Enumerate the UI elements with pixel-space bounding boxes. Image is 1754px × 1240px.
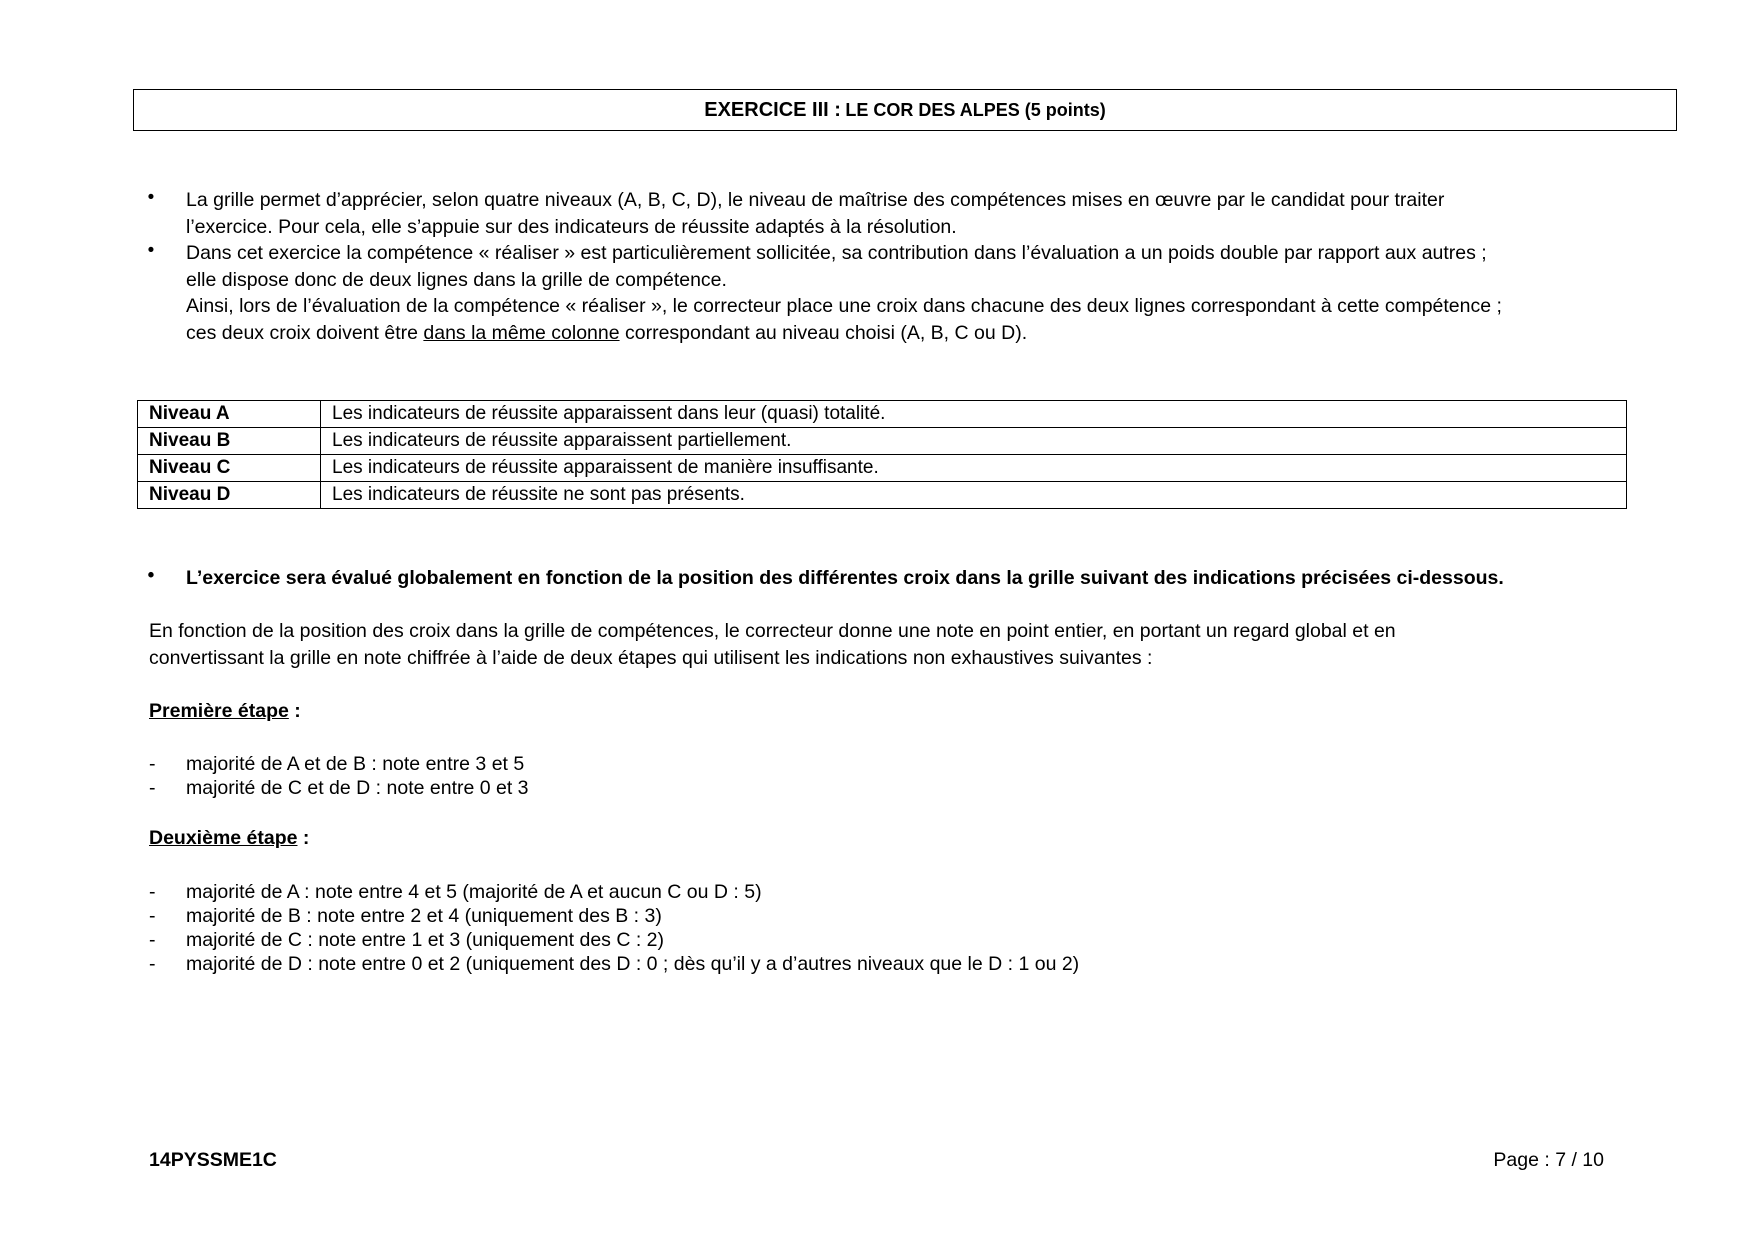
step-2-item: majorité de B : note entre 2 et 4 (uniquement des B : 3) bbox=[186, 905, 662, 927]
bullet-1-text bbox=[186, 187, 1444, 240]
footer-code: 14PYSSME1C bbox=[149, 1149, 277, 1171]
level-description: Les indicateurs de réussite apparaissent dans leur (quasi) totalité. bbox=[321, 401, 1627, 428]
bullet-2-line-2: elle dispose donc de deux lignes dans la grille de compétence. bbox=[186, 268, 727, 291]
table-row bbox=[138, 482, 1627, 509]
level-description: Les indicateurs de réussite apparaissent de manière insuffisante. bbox=[321, 455, 1627, 482]
bullet-2-line-3: Ainsi, lors de l’évaluation de la compétence « réaliser », le correcteur place une croix dans chacune des deux lignes correspondant à cette compétence ; bbox=[186, 295, 1502, 317]
same-column-emphasis: dans la même colonne bbox=[423, 321, 620, 344]
level-description: Les indicateurs de réussite apparaissent partiellement. bbox=[321, 428, 1627, 455]
footer-page-number: Page : 7 / 10 bbox=[1493, 1149, 1604, 1171]
bullet-2-marker: • bbox=[147, 240, 155, 261]
bullet-2-line-1: Dans cet exercice la compétence « réaliser » est particulièrement sollicitée, sa contribution dans l’évaluation a un poids double par rapport aux autres ; bbox=[186, 242, 1487, 264]
level-label: Niveau C bbox=[138, 455, 321, 482]
step-1-heading: Première étape : bbox=[149, 700, 301, 722]
levels-table bbox=[137, 400, 1627, 509]
bullet-2-line-4: ces deux croix doivent être dans la même colonne correspondant au niveau choisi (A, B, C ou D). bbox=[186, 321, 1028, 344]
step-2-heading: Deuxième étape : bbox=[149, 827, 310, 849]
dash-marker: - bbox=[149, 777, 156, 799]
exercise-title: LE COR DES ALPES (5 points) bbox=[845, 99, 1106, 120]
paragraph-line-1: En fonction de la position des croix dans la grille de compétences, le correcteur donne une note en point entier, en portant un regard global et en bbox=[149, 620, 1396, 642]
exercise-number: EXERCICE III : bbox=[704, 98, 841, 121]
bullet-1-line-1: La grille permet d’apprécier, selon quatre niveaux (A, B, C, D), le niveau de maîtrise des compétences mises en œuvre par le candidat pour traiter bbox=[186, 189, 1445, 211]
bullet-2-text bbox=[186, 240, 1502, 346]
level-label: Niveau A bbox=[138, 401, 321, 428]
level-label: Niveau D bbox=[138, 482, 321, 509]
step-2-item: majorité de A : note entre 4 et 5 (majorité de A et aucun C ou D : 5) bbox=[186, 881, 762, 903]
table-row bbox=[138, 455, 1627, 482]
bullet-1-line-2: l’exercice. Pour cela, elle s’appuie sur des indicateurs de réussite adaptés à la résolution. bbox=[186, 215, 957, 238]
dash-marker: - bbox=[149, 753, 156, 775]
table-row bbox=[138, 401, 1627, 428]
table-row bbox=[138, 428, 1627, 455]
step-2-item: majorité de C : note entre 1 et 3 (uniquement des C : 2) bbox=[186, 929, 665, 951]
level-description: Les indicateurs de réussite ne sont pas présents. bbox=[321, 482, 1627, 509]
step-2-item: majorité de D : note entre 0 et 2 (uniquement des D : 0 ; dès qu’il y a d’autres niveaux que le D : 1 ou 2) bbox=[186, 953, 1080, 975]
bullet-1-marker: • bbox=[147, 187, 155, 208]
step-1-item: majorité de C et de D : note entre 0 et 3 bbox=[186, 777, 529, 799]
evaluation-paragraph bbox=[149, 618, 1396, 671]
dash-marker: - bbox=[149, 881, 156, 903]
dash-marker: - bbox=[149, 905, 156, 927]
dash-marker: - bbox=[149, 953, 156, 975]
bullet-3-marker: • bbox=[147, 565, 155, 586]
step-1-item: majorité de A et de B : note entre 3 et 5 bbox=[186, 753, 525, 775]
paragraph-line-2: convertissant la grille en note chiffrée à l’aide de deux étapes qui utilisent les indications non exhaustives suivantes : bbox=[149, 646, 1153, 669]
evaluation-bold-text: L’exercice sera évalué globalement en fonction de la position des différentes croix dans la grille suivant des indications précisées ci-dessous. bbox=[186, 567, 1504, 589]
dash-marker: - bbox=[149, 929, 156, 951]
exercise-title-box bbox=[133, 89, 1677, 131]
level-label: Niveau B bbox=[138, 428, 321, 455]
